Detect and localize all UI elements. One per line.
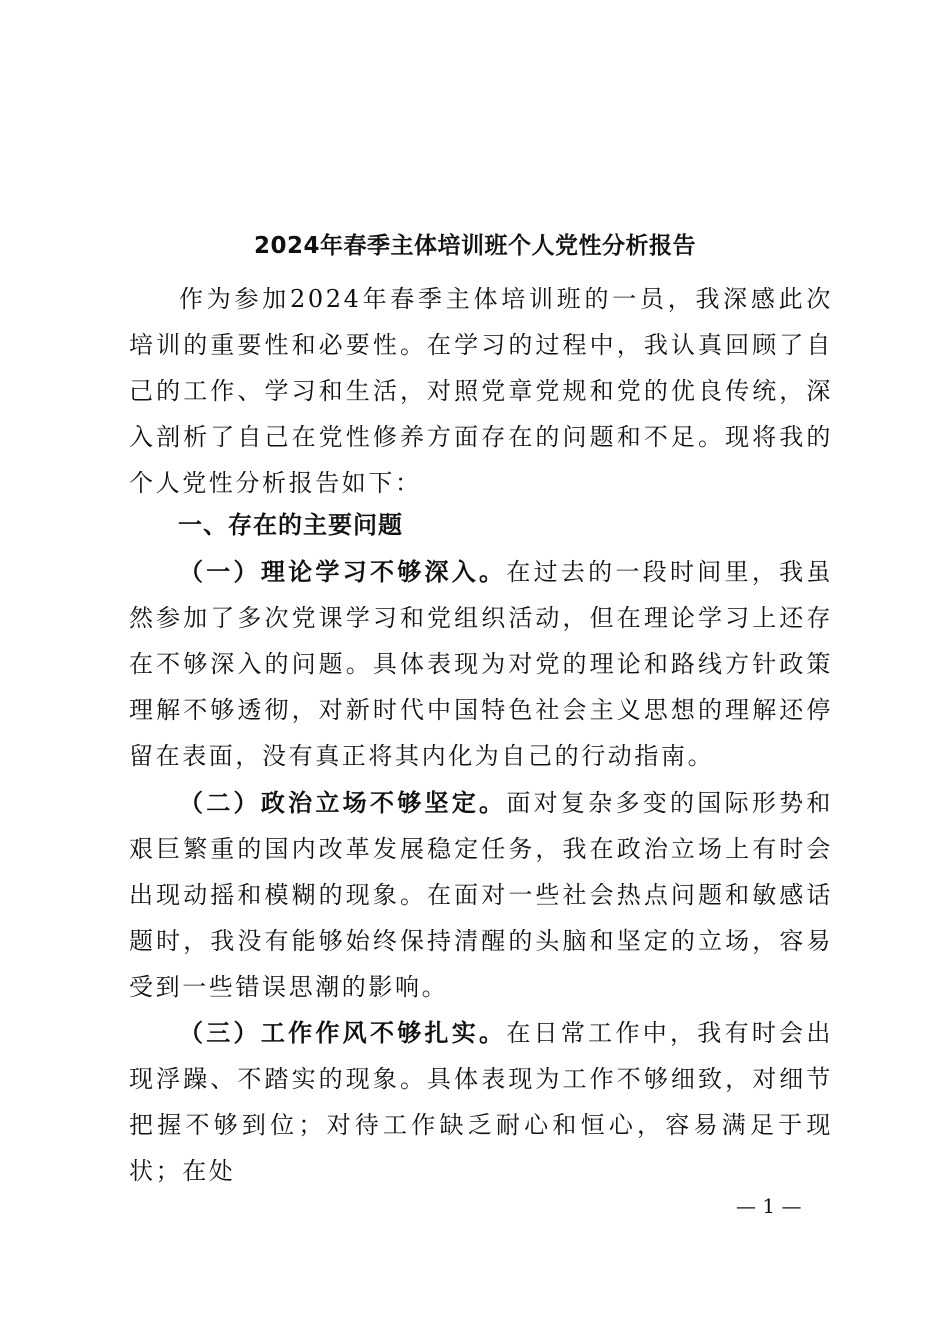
problem-2-text: 面对复杂多变的国际形势和艰巨繁重的国内改革发展稳定任务，我在政治立场上有时会出现动摇和模糊的现象。在面对一些社会热点问题和敏感话题时，我没有能够始终保持清醒的头脑和坚定的立场，容易受到一些错误思潮的影响。 bbox=[129, 789, 834, 1001]
page-number: — 1 — bbox=[736, 1194, 802, 1218]
problem-3-lead: （三）工作作风不够扎实。 bbox=[179, 1019, 507, 1047]
document-title: 2024年春季主体培训班个人党性分析报告 bbox=[253, 233, 696, 259]
problem-paragraph-2 bbox=[129, 780, 833, 1010]
problem-2-lead: （二）政治立场不够坚定。 bbox=[179, 789, 507, 817]
problem-3-text: 在日常工作中，我有时会出现浮躁、不踏实的现象。具体表现为工作不够细致，对细节把握不够到位；对待工作缺乏耐心和恒心，容易满足于现状；在处 bbox=[129, 1019, 834, 1185]
problem-1-text: 在过去的一段时间里，我虽然参加了多次党课学习和党组织活动，但在理论学习上还存在不够深入的问题。具体表现为对党的理论和路线方针政策理解不够透彻，对新时代中国特色社会主义思想的理解还停留在表面，没有真正将其内化为自己的行动指南。 bbox=[129, 558, 834, 770]
problem-paragraph-1 bbox=[129, 549, 833, 779]
problem-1-lead: （一）理论学习不够深入。 bbox=[179, 558, 507, 586]
problem-paragraph-3 bbox=[129, 1010, 833, 1194]
intro-paragraph: 作为参加2024年春季主体培训班的一员，我深感此次培训的重要性和必要性。在学习的过程中，我认真回顾了自己的工作、学习和生活，对照党章党规和党的优良传统，深入剖析了自己在党性修养方面存在的问题和不足。现将我的个人党性分析报告如下： bbox=[129, 285, 833, 497]
section-heading: 一、存在的主要问题 bbox=[178, 511, 403, 539]
